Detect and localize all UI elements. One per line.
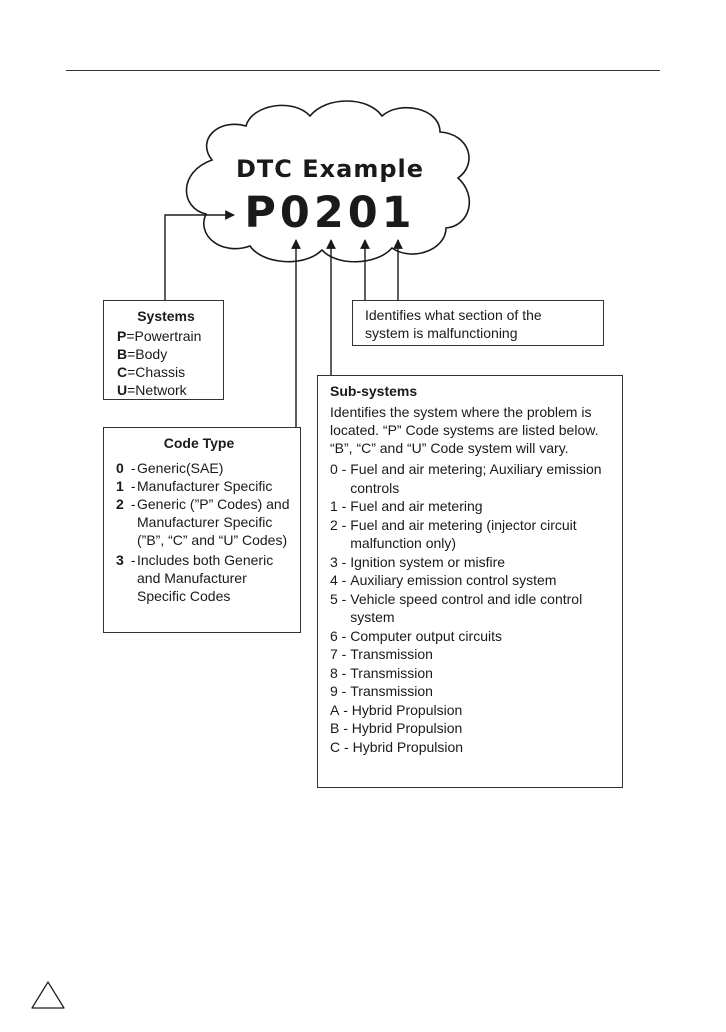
sub-systems-item: 4 - Auxiliary emission control system xyxy=(330,572,557,588)
sub-systems-item: 7 - Transmission xyxy=(330,646,433,662)
sub-systems-item: 6 - Computer output circuits xyxy=(330,627,502,644)
systems-item: U=Network xyxy=(117,382,187,398)
sub-systems-title: Sub-systems xyxy=(330,383,418,399)
sub-systems-item: 0 - Fuel and air metering; Auxiliary emission controls xyxy=(330,461,602,496)
systems-item: P=Powertrain xyxy=(117,328,202,344)
sub-systems-item: A - Hybrid Propulsion xyxy=(330,701,463,718)
dtc-code: P0201 xyxy=(244,188,416,238)
sub-systems-intro: Identifies the system where the problem is located. “P” Code systems are listed below. “B”, “C” and “U” Code system will vary. xyxy=(330,404,599,456)
sub-systems-item: C - Hybrid Propulsion xyxy=(330,738,464,755)
page-corner-triangle xyxy=(28,978,68,1012)
sub-systems-item: 5 - Vehicle speed control and idle control system xyxy=(330,590,583,625)
sub-systems-box xyxy=(317,375,623,788)
code-type-item: 3 - Includes both Generic and Manufacturer Specific Codes xyxy=(116,552,274,604)
code-type-item: 2 - Generic (”P” Codes) and Manufacturer Specific (”B”, “C” and “U” Codes) xyxy=(116,496,290,548)
systems-item: B=Body xyxy=(117,346,168,362)
systems-item: C=Chassis xyxy=(117,364,186,380)
systems-title: Systems xyxy=(137,308,195,324)
systems-box xyxy=(103,300,224,400)
sub-systems-item: 9 - Transmission xyxy=(330,683,433,699)
section-note-line: system is malfunctioning xyxy=(365,325,518,341)
cloud-title: DTC Example xyxy=(235,155,425,183)
sub-systems-item: 8 - Transmission xyxy=(330,664,433,681)
sub-systems-item: 1 - Fuel and air metering xyxy=(330,498,483,514)
code-type-title: Code Type xyxy=(163,435,235,451)
sub-systems-item: 3 - Ignition system or misfire xyxy=(330,553,506,570)
code-type-box xyxy=(103,427,301,633)
sub-systems-item: 2 - Fuel and air metering (injector circuit malfunction only) xyxy=(330,516,577,551)
section-note-line: Identifies what section of the xyxy=(365,307,542,323)
code-type-item: 0 - Generic(SAE) xyxy=(116,460,224,476)
section-note-box xyxy=(352,300,604,346)
sub-systems-list xyxy=(330,460,614,756)
sub-systems-item: B - Hybrid Propulsion xyxy=(330,720,463,736)
code-type-item: 1 - Manufacturer Specific xyxy=(116,478,273,494)
